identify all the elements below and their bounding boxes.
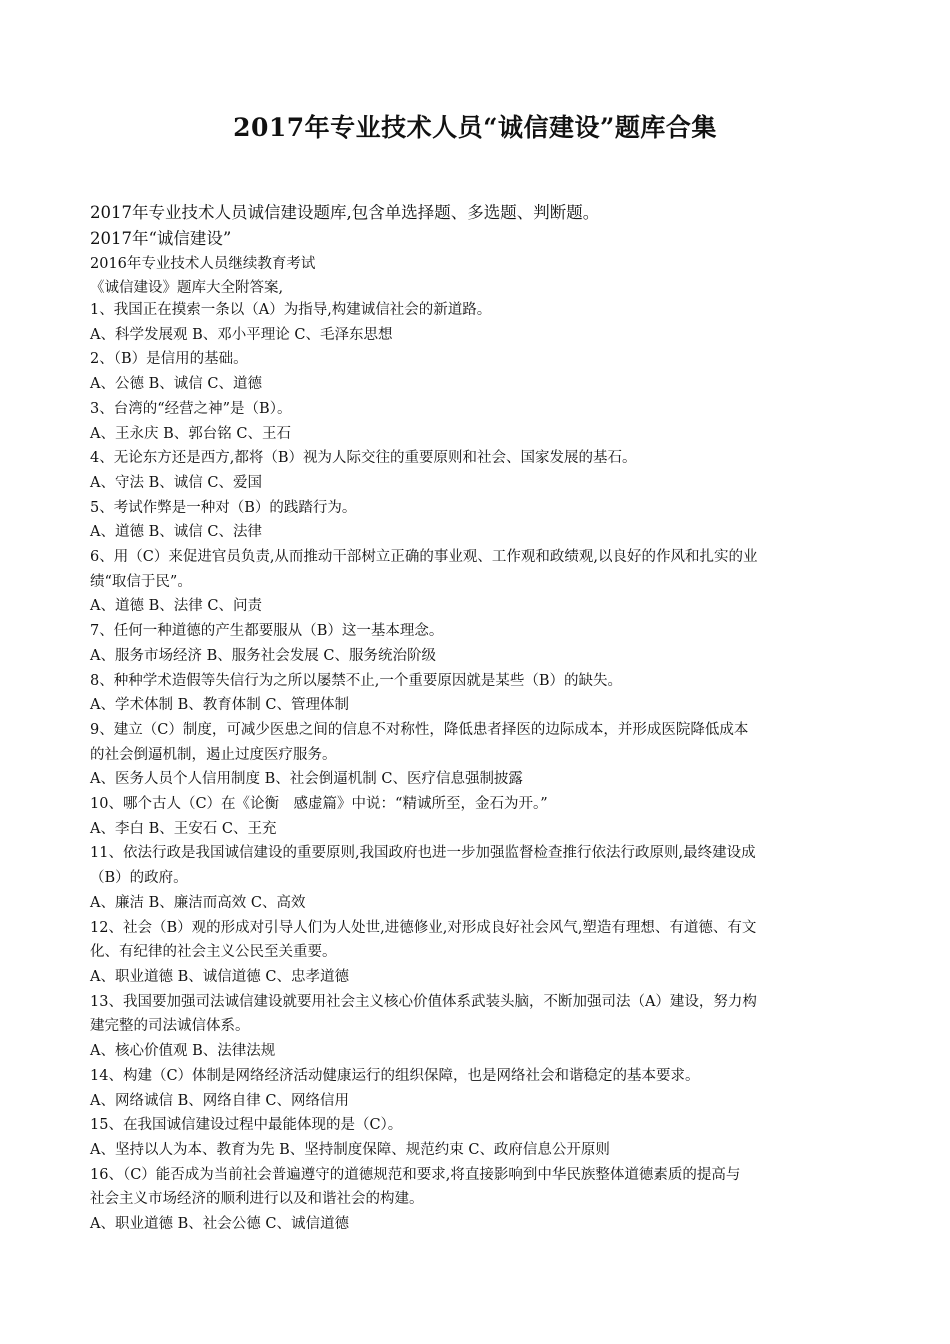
answer-options-line: A、服务市场经济 B、服务社会发展 C、服务统治阶级 [90,647,436,664]
intro-line: 2017年专业技术人员诚信建设题库,包含单选择题、多选题、判断题。 [90,203,600,222]
question-line: 1、我国正在摸索一条以（A）为指导,构建诚信社会的新道路。 [90,302,492,318]
answer-options-line: A、核心价值观 B、法律法规 [90,1043,276,1060]
question-line: 12、社会（B）观的形成对引导人们为人处世,进德修业,对形成良好社会风气,塑造有理想、有道德、有文 [90,919,757,936]
question-line-continued: 绩“取信于民”。 [90,573,192,590]
question-line: 15、在我国诚信建设过程中最能体现的是（C）。 [90,1117,403,1134]
answer-options-line: A、王永庆 B、郭台铭 C、王石 [90,425,291,442]
answer-options-line: A、廉洁 B、廉洁而高效 C、高效 [90,894,306,911]
intro-line: 2016年专业技术人员继续教育考试 [90,256,316,272]
question-line: 2、（B）是信用的基础。 [90,351,248,368]
intro-line: 2017年“诚信建设” [90,229,232,248]
answer-options-line: A、道德 B、诚信 C、法律 [90,524,262,541]
question-list [90,298,865,1237]
document-title: 2017年专业技术人员“诚信建设”题库合集 [233,113,717,142]
answer-options-line: A、李白 B、王安石 C、王充 [90,820,277,837]
answer-options-line: A、网络诚信 B、网络自律 C、网络信用 [90,1092,349,1109]
question-line: 14、构建（C）体制是网络经济活动健康运行的组织保障，也是网络社会和谐稳定的基本要求。 [90,1067,700,1084]
answer-options-line: A、公德 B、诚信 C、道德 [90,376,262,393]
answer-options-line: A、医务人员个人信用制度 B、社会倒逼机制 C、医疗信息强制披露 [90,771,523,788]
answer-options-line: A、道德 B、法律 C、问责 [90,598,262,615]
answer-options-line: A、科学发展观 B、邓小平理论 C、毛泽东思想 [90,326,393,343]
question-line-continued: （B）的政府。 [90,870,188,887]
question-line: 10、哪个古人（C）在《论衡 感虚篇》中说：“精诚所至，金石为开。” [90,796,548,813]
answer-options-line: A、守法 B、诚信 C、爱国 [90,474,262,491]
question-line: 8、种种学术造假等失信行为之所以屡禁不止,一个重要原因就是某些（B）的缺失。 [90,672,622,689]
question-line: 16、（C）能否成为当前社会普遍遵守的道德规范和要求,将直接影响到中华民族整体道德素质的提高与 [90,1166,741,1183]
intro-block [90,200,865,300]
question-line: 13、我国要加强司法诚信建设就要用社会主义核心价值体系武装头脑，不断加强司法（A）建设，努力构 [90,993,757,1010]
question-line: 3、台湾的“经营之神”是（B）。 [90,400,292,417]
question-line: 11、依法行政是我国诚信建设的重要原则,我国政府也进一步加强监督检查推行依法行政原则,最终建设成 [90,845,756,862]
question-line-continued: 的社会倒逼机制，遏止过度医疗服务。 [90,746,337,763]
question-line: 9、建立（C）制度，可减少医患之间的信息不对称性，降低患者择医的边际成本，并形成医院降低成本 [90,721,749,738]
question-line: 4、无论东方还是西方,都将（B）视为人际交往的重要原则和社会、国家发展的基石。 [90,450,637,467]
question-line: 7、任何一种道德的产生都要服从（B）这一基本理念。 [90,623,444,640]
answer-options-line: A、学术体制 B、教育体制 C、管理体制 [90,697,349,714]
question-line: 5、考试作弊是一种对（B）的践踏行为。 [90,499,357,516]
answer-options-line: A、职业道德 B、社会公德 C、诚信道德 [90,1216,349,1233]
answer-options-line: A、坚持以人为本、教育为先 B、坚持制度保障、规范约束 C、政府信息公开原则 [90,1141,610,1158]
question-line-continued: 社会主义市场经济的顺利进行以及和谐社会的构建。 [90,1191,424,1208]
question-line-continued: 建完整的司法诚信体系。 [90,1018,250,1035]
answer-options-line: A、职业道德 B、诚信道德 C、忠孝道德 [90,968,349,985]
question-line: 6、用（C）来促进官员负责,从而推动干部树立正确的事业观、工作观和政绩观,以良好的作风和扎实的业 [90,549,758,566]
intro-line: 《诚信建设》题库大全附答案, [90,280,284,296]
question-line-continued: 化、有纪律的社会主义公民至关重要。 [90,944,337,961]
